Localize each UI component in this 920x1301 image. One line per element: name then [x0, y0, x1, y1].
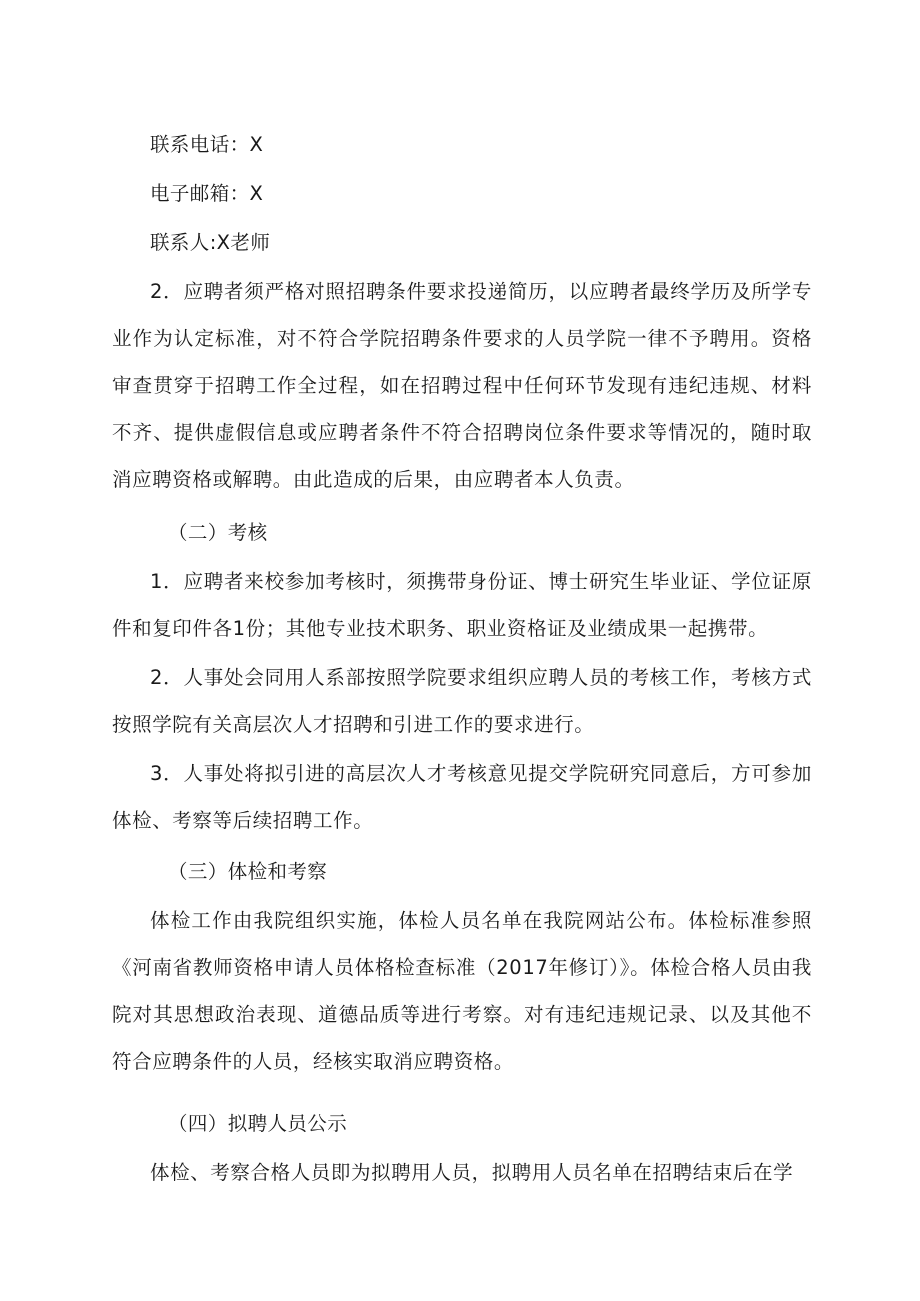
assessment-item-1: 1．应聘者来校参加考核时，须携带身份证、博士研究生毕业证、学位证原件和复印件各1份；其他专业技术职务、职业资格证及业绩成果一起携带。	[112, 570, 812, 640]
section-heading-assessment: （二）考核	[168, 521, 268, 544]
contact-person: 联系人:X老师	[150, 231, 271, 254]
contact-email: 电子邮箱：X	[150, 182, 264, 205]
assessment-item-3: 3．人事处将拟引进的高层次人才考核意见提交学院研究同意后，方可参加体检、考察等后续招聘工作。	[112, 762, 812, 832]
section-heading-public-notice: （四）拟聘人员公示	[168, 1112, 348, 1135]
paragraph-public-notice: 体检、考察合格人员即为拟聘用人员，拟聘用人员名单在招聘结束后在学	[150, 1161, 794, 1184]
contact-phone: 联系电话：X	[150, 133, 264, 156]
paragraph-resume-requirements: 2．应聘者须严格对照招聘条件要求投递简历，以应聘者最终学历及所学专业作为认定标准，对不符合学院招聘条件要求的人员学院一律不予聘用。资格审查贯穿于招聘工作全过程，如在招聘过程中任何环节发现有违纪违规、材料不齐、提供虚假信息或应聘者条件不符合招聘岗位条件要求等情况的，随时取消应聘资格或解聘。由此造成的后果，由应聘者本人负责。	[112, 280, 812, 491]
paragraph-medical-exam: 体检工作由我院组织实施，体检人员名单在我院网站公布。体检标准参照《河南省教师资格申请人员体格检查标准（2017年修订）》。体检合格人员由我院对其思想政治表现、道德品质等进行考察。对有违纪违规记录、以及其他不符合应聘条件的人员，经核实取消应聘资格。	[112, 909, 812, 1073]
assessment-item-2: 2．人事处会同用人系部按照学院要求组织应聘人员的考核工作，考核方式按照学院有关高层次人才招聘和引进工作的要求进行。	[112, 666, 812, 736]
section-heading-medical-exam: （三）体检和考察	[168, 860, 328, 883]
